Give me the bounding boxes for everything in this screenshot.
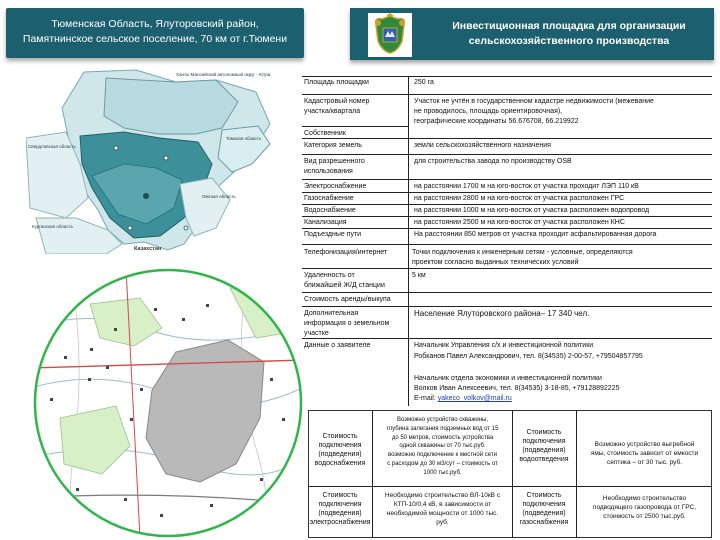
sewer-cost-line: ямы, стоимость зависит от емкости [590, 450, 699, 457]
row-divider [302, 292, 712, 293]
gas-cost-line: стоимость от 2500 тыс.руб. [603, 513, 686, 520]
sewer-cost-value [578, 440, 711, 467]
category-label: Категория земель [304, 142, 362, 149]
location-line-2: Памятнинское сельское поселение, 70 км от г.Тюмени [22, 33, 288, 45]
usage-label-2: использования [304, 168, 353, 175]
row-divider [302, 204, 712, 205]
gas-cost-value [578, 494, 711, 521]
map-label-kurgan: Курганская область [32, 224, 74, 229]
power-cost-label-line: (подведения) [318, 510, 362, 517]
page-title-line-1: Инвестиционная площадка для организации [452, 20, 686, 32]
row-divider [302, 179, 712, 180]
water-cost-line: до 50 метров, стоимость устройства [391, 434, 494, 441]
utility-value-sewerage: на расстоянии 2500 м на юго-восток от участка расположен КНС [414, 219, 625, 226]
sewer-cost-line: септика – от 30 тыс. руб. [606, 459, 683, 466]
gas-cost-line: подводящего газопровода от ГРС, [592, 504, 697, 511]
utility-value-roads: На расстоянии 850 метров от участка проходит асфальтированная дорога [414, 231, 657, 238]
usage-value: для строительства завода по производству OSB [414, 158, 572, 165]
utility-value-power: на расстоянии 1700 м на юго-восток от участка проходит ЛЭП 110 кВ [414, 183, 639, 190]
sewer-cost-label-line: подключения [522, 438, 566, 445]
water-cost-label-line: (подведения) [318, 451, 362, 458]
distance-label-1: Удаленность от [304, 272, 355, 279]
sewer-cost-label-line: Стоимость [526, 429, 562, 436]
row-divider [302, 126, 408, 127]
row-divider [302, 306, 712, 307]
column-divider [408, 76, 409, 406]
rent-label: Стоимость аренды/выкупа [304, 296, 391, 303]
row-divider [302, 228, 712, 229]
cost-row-divider [308, 486, 712, 487]
applicant-email [414, 394, 512, 403]
water-cost-value [374, 416, 511, 478]
gas-cost-label-line: газоснабжения [519, 519, 569, 526]
row-divider [302, 216, 712, 217]
power-cost-label-line: подключения [318, 501, 362, 508]
cadastral-label-1: Кадастровый номер [304, 98, 370, 105]
region-crest-icon [368, 13, 412, 57]
location-line-1: Тюменская Область, Ялуторовский район, [51, 18, 259, 30]
area-label: Площадь площадки [304, 79, 369, 86]
extra-label-3: участке [304, 330, 329, 337]
sewer-cost-line: Возможно устройство выгребной [594, 441, 695, 448]
power-cost-value [374, 491, 511, 527]
gas-cost-line: Необходимо строительство [602, 495, 687, 502]
power-cost-label [309, 491, 371, 527]
gas-cost-label-line: Стоимость [526, 492, 562, 499]
distance-label-2: ближайшей Ж/Д станции [304, 282, 385, 289]
power-cost-label-line: Стоимость [322, 492, 358, 499]
water-cost-label [309, 432, 371, 468]
power-cost-label-line: электроснабжения [309, 519, 371, 526]
cadastral-label-2: участка/квартала [304, 108, 361, 115]
utility-label-gas: Газоснабжение [304, 195, 354, 202]
water-cost-line: с расходом до 30 м3/сут – стоимость от [387, 460, 498, 467]
utility-label-roads: Подъездные пути [304, 231, 362, 238]
applicant-contact-1-title: Начальник Управления с/х и инвестиционной политики [414, 342, 594, 349]
area-value: 250 га [414, 79, 434, 86]
row-divider [302, 94, 712, 95]
row-divider [302, 138, 712, 139]
email-link[interactable]: yakeco_volkov@mail.ru [437, 395, 512, 402]
region-map [26, 68, 276, 254]
row-divider [302, 338, 712, 339]
power-cost-line: руб. [436, 519, 449, 526]
power-cost-line: необходимой мощности от 1000 тыс. [386, 510, 499, 517]
utility-value-gas: на расстоянии 2800 м на юго-восток от участка расположен ГРС [414, 195, 625, 202]
location-banner [6, 8, 304, 58]
row-divider [302, 268, 712, 269]
utility-value-water: на расстоянии 1000 м на юго-восток от участка расположен водопровод [414, 207, 650, 214]
applicant-contact-2-details: Волков Иван Алексеевич, тел. 8(34535) 3-18-85, +79128892225 [414, 385, 620, 392]
utility-label-water: Водоснабжение [304, 207, 356, 214]
water-cost-line: одной скважины от 70 тыс.руб. [399, 443, 486, 450]
cadastral-value-1: Участок не учтён в государственном кадастре недвижимости (межевание [414, 98, 654, 105]
applicant-contact-2-title: Начальник отдела экономики и инвестиционной политики [414, 375, 602, 382]
site-map [30, 268, 306, 538]
power-cost-line: КТП-10/0,4 кВ, в зависимости от [393, 501, 492, 508]
applicant-contact-1-details: Робканов Павел Александрович, тел. 8(34535) 2-00-57, +79504857795 [414, 353, 643, 360]
telephony-value-2: проектом согласно выданных технических условий [412, 259, 579, 266]
row-divider [302, 244, 712, 245]
applicant-label: Данные о заявителе [304, 342, 371, 349]
cost-col-divider [576, 410, 577, 538]
water-cost-line: Возможно устройство скважины, [396, 417, 489, 423]
extra-label-2: информация о земельном [304, 320, 390, 327]
row-divider [302, 76, 712, 77]
sewer-cost-label [513, 428, 575, 464]
map-label-sverdlovsk: Свердловская область [28, 144, 76, 149]
page-title-line-2: сельскохозяйственного производства [468, 35, 670, 47]
water-cost-line: 1000 тыс.руб. [423, 469, 462, 476]
gas-cost-label-line: (подведения) [522, 510, 566, 517]
cadastral-value-2: не проводилось, площадь ориентировочная), [414, 108, 563, 115]
water-cost-line: глубина залегания подземных вод от 15 [386, 425, 499, 432]
map-label-tomsk: Томская область [226, 136, 262, 141]
category-value: земли сельскохозяйственного назначения [414, 142, 551, 149]
row-divider [302, 154, 712, 155]
sewer-cost-label-line: водоотведения [519, 456, 569, 463]
telephony-value-1: Точки подключения к инженерным сетям - условные, определяются [412, 249, 633, 256]
map-label-kazakhstan: Казахстан [134, 246, 162, 252]
usage-label-1: Вид разрешенного [304, 158, 365, 165]
extra-label-1: Дополнительная [304, 310, 359, 317]
map-label-yugra: Ханты-Мансийский автономный округ - Югра [176, 72, 271, 77]
water-cost-label-line: Стоимость [322, 433, 358, 440]
gas-cost-label [513, 491, 575, 527]
sewer-cost-label-line: (подведения) [522, 447, 566, 454]
utility-label-power: Электроснабжение [304, 183, 367, 190]
gas-cost-label-line: подключения [522, 501, 566, 508]
water-cost-label-line: водоснабжения [314, 460, 366, 467]
row-divider [302, 192, 712, 193]
map-label-omsk: Омская область [202, 194, 236, 199]
email-label: E-mail: [414, 395, 438, 402]
power-cost-line: Необходимо строительство ВЛ-10кВ с [384, 492, 501, 499]
owner-label: Собственник [304, 130, 346, 137]
extra-value: Население Ялуторовского района– 17 340 чел. [414, 309, 590, 318]
title-banner [350, 8, 714, 60]
telephony-label: Телефонизация/интернет [304, 249, 388, 256]
water-cost-label-line: подключения [318, 442, 362, 449]
cadastral-value-3: географические координаты 56.676708, 66.219922 [414, 118, 579, 125]
distance-value: 5 км [412, 272, 426, 279]
utility-label-sewerage: Канализация [304, 219, 347, 226]
water-cost-line: возможно подключение к местной сети [388, 452, 497, 459]
cost-col-divider [372, 410, 373, 538]
